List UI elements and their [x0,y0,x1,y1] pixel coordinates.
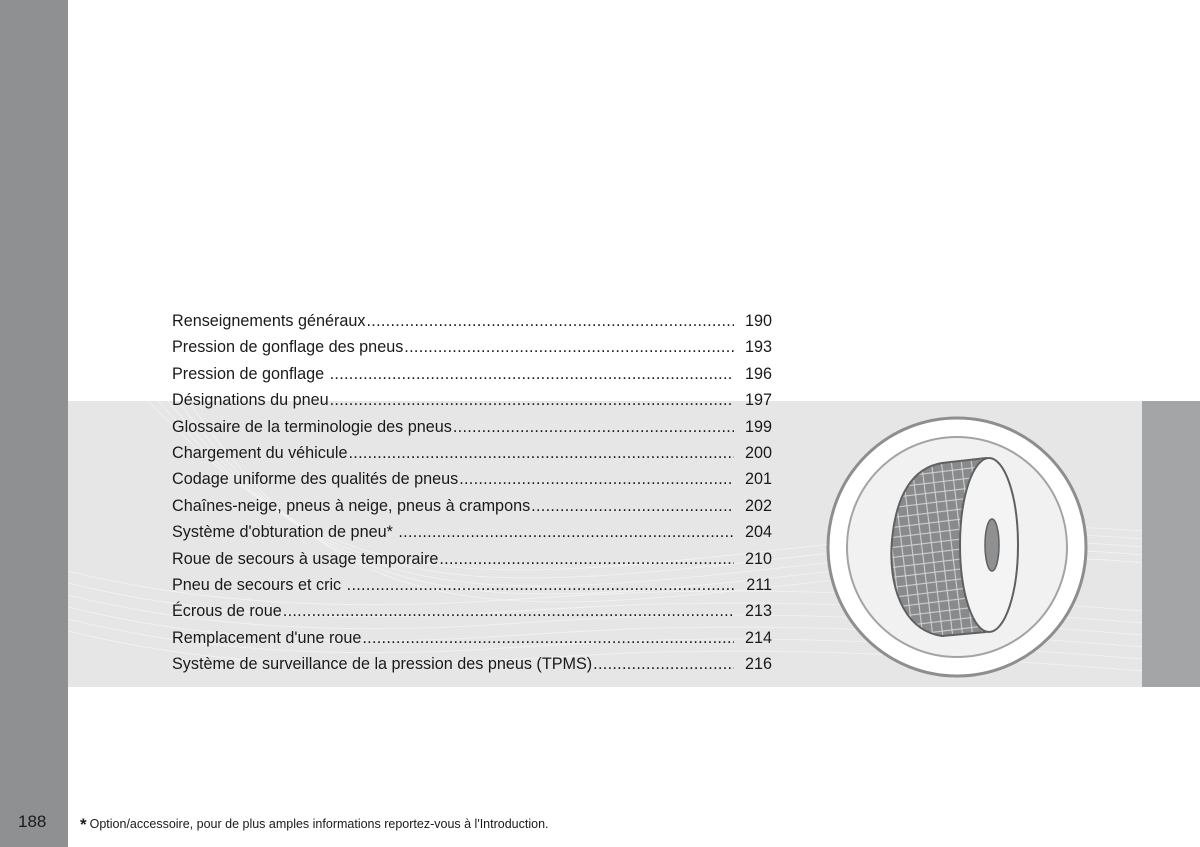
toc-entry-page-number: 201 [744,470,772,489]
toc-entry-page-number: 196 [744,364,772,383]
toc-entry [172,466,772,492]
toc-entry-title: Pression de gonflage des pneus [172,338,404,357]
footnote-marker: * [80,815,87,834]
toc-leader-dots [366,308,734,334]
toc-leader-dots [398,519,734,545]
toc-leader-dots [283,598,734,624]
toc-entry [172,625,772,651]
toc-entry-title: Glossaire de la terminologie des pneus [172,417,452,436]
toc-entry-title: Système de surveillance de la pression des pneus (TPMS) [172,655,593,674]
toc-entry [172,308,772,334]
toc-leader-dots [453,414,734,440]
toc-entry [172,334,772,360]
toc-entry-page-number: 199 [744,417,772,436]
toc-entry [172,361,772,387]
toc-entry-page-number: 204 [744,523,772,542]
toc-entry-title: Système d'obturation de pneu* [172,523,398,542]
footnote-text: Option/accessoire, pour de plus amples informations reportez-vous à l'Introduction. [89,817,549,831]
toc-entry [172,598,772,624]
chapter-tab-marker [1142,401,1200,687]
page-number: 188 [18,812,47,831]
toc-entry-title: Codage uniforme des qualités de pneus [172,470,459,489]
toc-entry-title: Pneu de secours et cric [172,575,346,594]
toc-leader-dots [531,493,734,519]
toc-entry-title: Remplacement d'une roue [172,628,362,647]
toc-entry-title: Chaînes-neige, pneus à neige, pneus à crampons [172,496,531,515]
toc-entry-page-number: 211 [746,575,772,594]
chapter-side-strip [0,0,68,847]
toc-entry [172,519,772,545]
toc-entry-title: Renseignements généraux [172,312,366,330]
toc-leader-dots [330,387,734,413]
toc-entry-page-number: 200 [744,443,772,462]
footnote [80,815,549,835]
toc-entry-title: Écrous de roue [172,602,282,621]
toc-entry-title: Roue de secours à usage temporaire [172,549,439,568]
table-of-contents [172,308,772,677]
toc-entry [172,651,772,677]
toc-entry-page-number: 210 [744,549,772,568]
toc-leader-dots [439,546,734,572]
toc-entry-title: Chargement du véhicule [172,443,348,462]
toc-entry [172,387,772,413]
toc-entry [172,440,772,466]
toc-entry [172,546,772,572]
toc-leader-dots [330,361,734,387]
toc-entry-page-number: 213 [744,602,772,621]
toc-entry [172,572,772,598]
toc-entry [172,493,772,519]
toc-entry-page-number: 197 [744,391,772,410]
toc-leader-dots [404,334,734,360]
toc-entry-page-number: 193 [744,338,772,357]
toc-leader-dots [593,651,734,677]
toc-leader-dots [362,625,734,651]
toc-entry-page-number: 202 [744,496,772,515]
toc-leader-dots [459,466,734,492]
toc-entry-page-number: 190 [744,312,772,330]
toc-entry [172,414,772,440]
toc-leader-dots [347,572,734,598]
toc-entry-title: Désignations du pneu [172,391,329,410]
toc-entry-page-number: 216 [744,655,772,674]
tire-icon [826,416,1088,683]
toc-entry-page-number: 214 [744,628,772,647]
toc-entry-title: Pression de gonflage [172,364,329,383]
toc-leader-dots [348,440,734,466]
